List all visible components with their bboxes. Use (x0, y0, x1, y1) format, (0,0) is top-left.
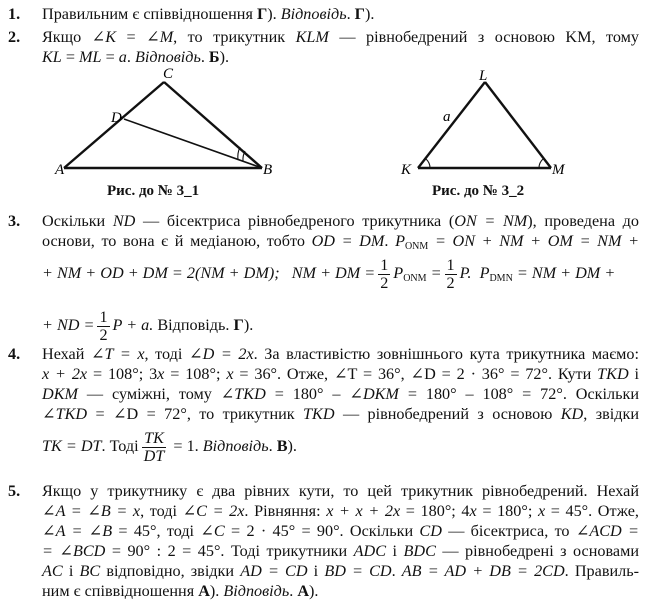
item-number: 3. (8, 212, 21, 230)
side-LM (485, 82, 551, 168)
label-K: K (401, 162, 412, 178)
side-CB (164, 82, 262, 168)
fraction: $\frac{1}{2}$ (446, 256, 455, 292)
item-2-line-1: Якщо ∠K = ∠M, то трикутник KLM — рівнобедрений з основою KM, тому (42, 28, 639, 46)
item-5-line-4: = ∠BCD = 90° : 2 = 45°. Тоді трикутники ADC і BDC — рівнобедрені з основами (42, 542, 640, 560)
item-5-line-2: ∠A = ∠B = x, тоді ∠C = 2x. Рівняння: x + x + 2x = 180°; 4x = 180°; x = 45°. Отже, (42, 502, 639, 520)
item-4-line-4: ∠TKD = ∠D = 72°, то трикутник TKD — рівнобедрений з основою KD, звідки (42, 405, 639, 423)
fraction: $\frac{TK}{DT}$ (143, 429, 165, 465)
item-number: 4. (8, 345, 21, 363)
label-a: a (443, 109, 451, 125)
bisector-BD (124, 119, 262, 168)
item-1-line-1: Правильним є співвідношення Г). Відповідь. Г). (42, 5, 375, 23)
angle-arc-outer (238, 147, 240, 160)
figure-3-1-caption: Рис. до № 3_1 (107, 183, 200, 199)
label-A: A (55, 162, 65, 178)
angle-arc-M (539, 159, 543, 168)
item-5-line-3: ∠A = ∠B = 45°, тоді ∠C = 2 · 45° = 90°. Оскільки CD — бісектриса, то ∠ACD = (42, 522, 639, 540)
fraction: $\frac{1}{2}$ (380, 256, 389, 292)
figure-3-2 (397, 66, 577, 182)
label-M: M (552, 162, 565, 178)
angle-arc-K (426, 159, 430, 168)
item-number: 1. (8, 5, 21, 23)
figure-3-2-caption: Рис. до № 3_2 (432, 183, 525, 199)
item-4-line-1: Нехай ∠T = x, тоді ∠D = 2x. За властивістю зовнішнього кута трикутника маємо: (42, 345, 639, 363)
item-4-line-3: DKM — суміжні, тому ∠TKD = 180° – ∠DKM = 180° – 108° = 72°. Оскільки (42, 385, 640, 403)
item-4-line-5: TK = DT. Тоді $\frac{TK}{DT}$ = 1. Відповідь. В). (42, 429, 297, 465)
item-3-line-1: Оскільки ND — бісектриса рівнобедреного трикутника (ON = NM), проведена до (42, 212, 639, 230)
side-KL (418, 82, 485, 168)
item-number: 2. (8, 28, 21, 46)
item-5-line-6: ним є співвідношення А). Відповідь. А). (42, 582, 319, 600)
item-2-line-2: KL = ML = a. Відповідь. Б). (42, 48, 230, 66)
fraction: $\frac{1}{2}$ (99, 308, 108, 344)
item-3-line-2: основи, то вона є й медіаною, тобто OD = DM. $P_{ONM}$ = ON + NM + OM = NM + (42, 232, 639, 252)
item-5-line-1: Якщо у трикутнику є два рівних кути, то цей трикутник рівнобедрений. Нехай (42, 482, 639, 500)
item-3-line-3: + NM + OD + DM = 2(NM + DM); NM + DM = $\frac{1}{2}$ $P_{ONM}$ = $\frac{1}{2}$ P. $P_{DMN}$ = NM + DM + (42, 256, 616, 292)
label-B: B (263, 162, 273, 178)
label-L: L (479, 68, 488, 84)
item-4-line-2: x + 2x = 108°; 3x = 108°; x = 36°. Отже, ∠T = 36°, ∠D = 2 · 36° = 72°. Кути TKD і (42, 365, 640, 383)
item-5-line-5: AC і BC відповідно, звідки AD = CD і BD = CD. AB = AD + DB = 2CD. Правиль- (42, 562, 639, 580)
label-C: C (163, 66, 174, 82)
figure-3-1 (52, 66, 282, 182)
item-3-line-4: + ND = $\frac{1}{2}$ P + a. Відповідь. Г). (42, 308, 254, 344)
label-D: D (111, 110, 122, 126)
item-number: 5. (8, 482, 21, 500)
